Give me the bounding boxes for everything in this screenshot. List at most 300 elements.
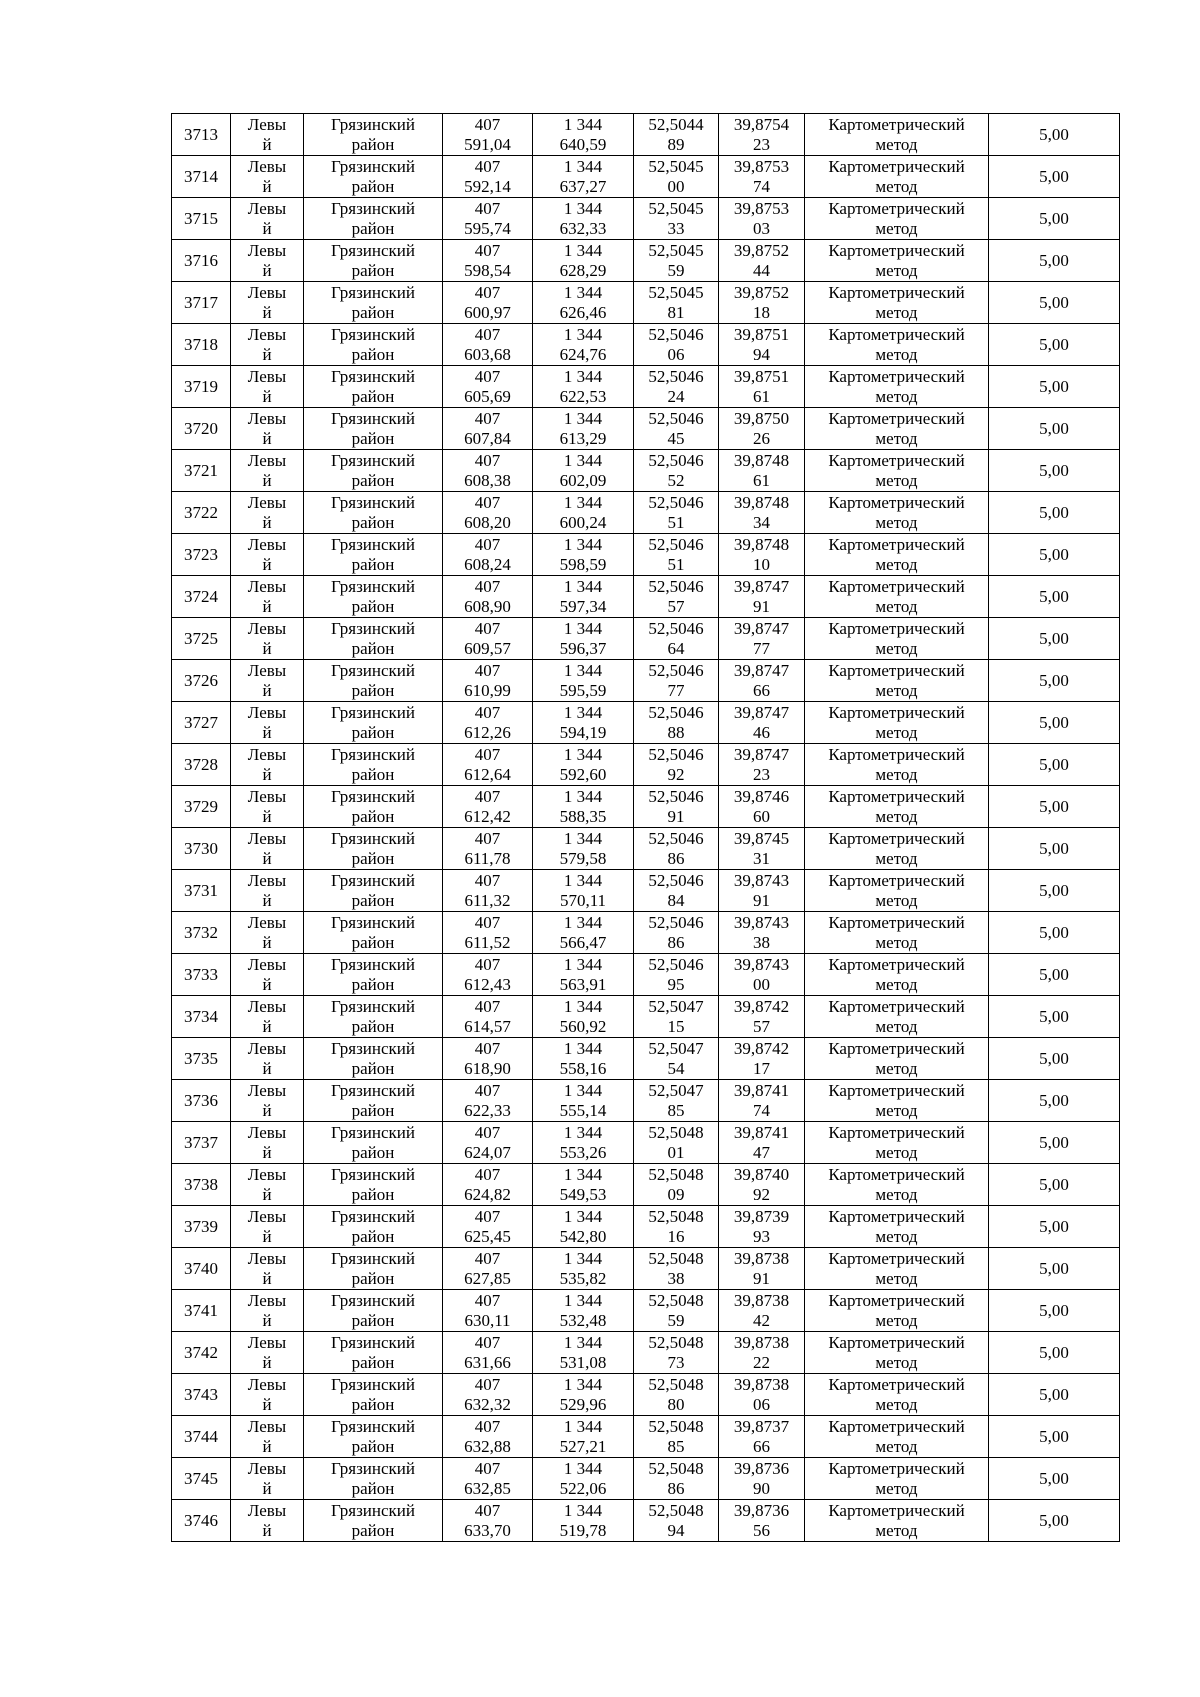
method-cell	[805, 1416, 989, 1458]
district-cell	[304, 492, 443, 534]
side-line: й	[262, 428, 272, 448]
side-cell	[231, 744, 304, 786]
table-body	[172, 114, 1120, 1542]
point-number-cell: 3713	[172, 114, 231, 156]
method-line: Картометрический	[828, 1248, 965, 1268]
longitude-cell	[719, 1332, 805, 1374]
y-coordinate-cell	[533, 156, 634, 198]
method-cell	[805, 240, 989, 282]
latitude-line: 52	[667, 470, 685, 490]
longitude-line: 77	[753, 638, 770, 658]
x-coordinate-line: 608,20	[464, 512, 511, 532]
y-coordinate-cell	[533, 492, 634, 534]
latitude-cell	[634, 1080, 719, 1122]
x-coordinate-cell	[443, 954, 533, 996]
accuracy-cell: 5,00	[989, 1080, 1120, 1122]
latitude-cell	[634, 1416, 719, 1458]
side-line: й	[262, 764, 272, 784]
district-line: Грязинский	[331, 618, 415, 638]
side-cell	[231, 1080, 304, 1122]
district-line: район	[351, 1436, 395, 1456]
point-number-cell: 3720	[172, 408, 231, 450]
method-line: метод	[875, 1268, 918, 1288]
y-coordinate-cell	[533, 1164, 634, 1206]
accuracy-cell: 5,00	[989, 1290, 1120, 1332]
district-line: район	[351, 596, 395, 616]
x-coordinate-line: 407	[474, 786, 501, 806]
side-line: Левы	[247, 1500, 287, 1520]
side-line: Левы	[247, 366, 287, 386]
y-coordinate-line: 522,06	[559, 1478, 607, 1498]
method-line: метод	[875, 1016, 918, 1036]
longitude-line: 74	[753, 1100, 770, 1120]
accuracy-cell: 5,00	[989, 996, 1120, 1038]
method-line: Картометрический	[828, 114, 965, 134]
method-line: Картометрический	[828, 660, 965, 680]
side-line: Левы	[247, 786, 287, 806]
latitude-line: 16	[667, 1226, 685, 1246]
side-cell	[231, 1122, 304, 1164]
side-cell	[231, 576, 304, 618]
side-line: Левы	[247, 702, 287, 722]
x-coordinate-cell	[443, 1122, 533, 1164]
district-line: район	[351, 428, 395, 448]
x-coordinate-line: 407	[474, 240, 501, 260]
latitude-line: 92	[667, 764, 685, 784]
method-cell	[805, 660, 989, 702]
latitude-line: 52,5044	[648, 114, 704, 134]
longitude-cell	[719, 996, 805, 1038]
district-cell	[304, 240, 443, 282]
method-line: Картометрический	[828, 1038, 965, 1058]
longitude-line: 91	[753, 890, 770, 910]
longitude-line: 92	[753, 1184, 770, 1204]
x-coordinate-cell	[443, 1332, 533, 1374]
longitude-line: 66	[753, 1436, 770, 1456]
x-coordinate-line: 618,90	[464, 1058, 511, 1078]
longitude-line: 22	[753, 1352, 770, 1372]
latitude-cell	[634, 366, 719, 408]
accuracy-cell: 5,00	[989, 1458, 1120, 1500]
point-number-cell: 3724	[172, 576, 231, 618]
method-line: Картометрический	[828, 366, 965, 386]
district-line: район	[351, 134, 395, 154]
district-cell	[304, 198, 443, 240]
longitude-line: 39,8739	[733, 1206, 790, 1226]
accuracy-cell: 5,00	[989, 744, 1120, 786]
longitude-line: 17	[753, 1058, 770, 1078]
longitude-line: 57	[753, 1016, 770, 1036]
district-line: район	[351, 176, 395, 196]
longitude-cell	[719, 786, 805, 828]
y-coordinate-line: 1 344	[563, 744, 603, 764]
method-line: метод	[875, 1184, 918, 1204]
longitude-cell	[719, 660, 805, 702]
method-line: Картометрический	[828, 450, 965, 470]
y-coordinate-line: 1 344	[563, 114, 603, 134]
side-line: Левы	[247, 954, 287, 974]
x-coordinate-cell	[443, 1206, 533, 1248]
x-coordinate-cell	[443, 198, 533, 240]
district-line: Грязинский	[331, 324, 415, 344]
longitude-line: 39,8747	[733, 660, 790, 680]
accuracy-cell: 5,00	[989, 240, 1120, 282]
y-coordinate-line: 542,80	[559, 1226, 607, 1246]
accuracy-cell: 5,00	[989, 1500, 1120, 1542]
district-line: Грязинский	[331, 702, 415, 722]
latitude-cell	[634, 114, 719, 156]
district-cell	[304, 912, 443, 954]
y-coordinate-line: 1 344	[563, 702, 603, 722]
method-line: Картометрический	[828, 870, 965, 890]
point-number-cell: 3718	[172, 324, 231, 366]
longitude-line: 03	[753, 218, 770, 238]
x-coordinate-line: 407	[474, 1038, 501, 1058]
method-line: Картометрический	[828, 1206, 965, 1226]
longitude-line: 39,8743	[733, 912, 790, 932]
latitude-line: 85	[667, 1100, 685, 1120]
x-coordinate-line: 407	[474, 534, 501, 554]
longitude-cell	[719, 1038, 805, 1080]
longitude-cell	[719, 1248, 805, 1290]
district-line: Грязинский	[331, 492, 415, 512]
side-line: й	[262, 512, 272, 532]
latitude-line: 64	[667, 638, 685, 658]
district-cell	[304, 660, 443, 702]
latitude-line: 52,5045	[648, 240, 704, 260]
longitude-line: 31	[753, 848, 770, 868]
accuracy-cell: 5,00	[989, 1122, 1120, 1164]
table-row	[172, 450, 1120, 492]
method-cell	[805, 1248, 989, 1290]
district-line: Грязинский	[331, 660, 415, 680]
district-line: район	[351, 1016, 395, 1036]
method-line: Картометрический	[828, 828, 965, 848]
district-line: район	[351, 344, 395, 364]
table-row	[172, 408, 1120, 450]
x-coordinate-line: 598,54	[464, 260, 511, 280]
side-line: й	[262, 1268, 272, 1288]
y-coordinate-line: 624,76	[559, 344, 607, 364]
x-coordinate-line: 407	[474, 954, 501, 974]
latitude-line: 77	[667, 680, 685, 700]
latitude-cell	[634, 618, 719, 660]
y-coordinate-cell	[533, 366, 634, 408]
method-line: Картометрический	[828, 1416, 965, 1436]
longitude-line: 18	[753, 302, 770, 322]
table-row	[172, 198, 1120, 240]
x-coordinate-cell	[443, 1500, 533, 1542]
point-number-cell: 3741	[172, 1290, 231, 1332]
district-line: Грязинский	[331, 1038, 415, 1058]
district-line: Грязинский	[331, 996, 415, 1016]
point-number-cell: 3735	[172, 1038, 231, 1080]
latitude-line: 84	[667, 890, 685, 910]
district-line: Грязинский	[331, 786, 415, 806]
side-cell	[231, 618, 304, 660]
method-line: метод	[875, 176, 918, 196]
district-cell	[304, 1122, 443, 1164]
method-line: метод	[875, 638, 918, 658]
latitude-cell	[634, 912, 719, 954]
latitude-line: 52,5046	[648, 450, 704, 470]
side-line: й	[262, 890, 272, 910]
x-coordinate-line: 407	[474, 1206, 501, 1226]
method-cell	[805, 492, 989, 534]
latitude-line: 52,5048	[648, 1248, 704, 1268]
district-cell	[304, 1248, 443, 1290]
longitude-line: 23	[753, 134, 770, 154]
method-cell	[805, 744, 989, 786]
side-line: Левы	[247, 1332, 287, 1352]
x-coordinate-line: 611,78	[464, 848, 511, 868]
y-coordinate-line: 1 344	[563, 576, 603, 596]
table-row	[172, 870, 1120, 912]
longitude-line: 26	[753, 428, 770, 448]
method-cell	[805, 1290, 989, 1332]
latitude-line: 86	[667, 932, 685, 952]
x-coordinate-line: 407	[474, 1248, 501, 1268]
district-line: Грязинский	[331, 1416, 415, 1436]
latitude-line: 52,5046	[648, 702, 704, 722]
point-number-cell: 3721	[172, 450, 231, 492]
method-line: метод	[875, 1352, 918, 1372]
x-coordinate-line: 607,84	[464, 428, 511, 448]
method-line: Картометрический	[828, 912, 965, 932]
side-line: й	[262, 554, 272, 574]
y-coordinate-cell	[533, 744, 634, 786]
table-row	[172, 534, 1120, 576]
y-coordinate-line: 1 344	[563, 1500, 603, 1520]
district-line: район	[351, 932, 395, 952]
latitude-line: 52,5046	[648, 408, 704, 428]
method-line: метод	[875, 134, 918, 154]
longitude-line: 38	[753, 932, 770, 952]
district-line: район	[351, 302, 395, 322]
x-coordinate-cell	[443, 450, 533, 492]
district-cell	[304, 1416, 443, 1458]
y-coordinate-line: 532,48	[559, 1310, 607, 1330]
x-coordinate-line: 407	[474, 618, 501, 638]
point-number-cell: 3727	[172, 702, 231, 744]
method-line: метод	[875, 848, 918, 868]
method-line: метод	[875, 386, 918, 406]
point-number-cell: 3734	[172, 996, 231, 1038]
latitude-line: 52,5048	[648, 1500, 704, 1520]
method-line: метод	[875, 470, 918, 490]
district-line: Грязинский	[331, 1206, 415, 1226]
y-coordinate-line: 1 344	[563, 870, 603, 890]
latitude-line: 52,5048	[648, 1164, 704, 1184]
method-line: Картометрический	[828, 324, 965, 344]
y-coordinate-line: 602,09	[559, 470, 607, 490]
method-line: Картометрический	[828, 1122, 965, 1142]
district-line: Грязинский	[331, 744, 415, 764]
side-cell	[231, 702, 304, 744]
side-line: Левы	[247, 1122, 287, 1142]
y-coordinate-line: 588,35	[559, 806, 607, 826]
longitude-cell	[719, 576, 805, 618]
district-cell	[304, 408, 443, 450]
x-coordinate-cell	[443, 744, 533, 786]
longitude-line: 39,8736	[733, 1500, 790, 1520]
x-coordinate-line: 609,57	[464, 638, 511, 658]
accuracy-cell: 5,00	[989, 618, 1120, 660]
point-number-cell: 3714	[172, 156, 231, 198]
longitude-cell	[719, 1080, 805, 1122]
side-cell	[231, 324, 304, 366]
side-cell	[231, 156, 304, 198]
latitude-line: 45	[667, 428, 685, 448]
side-cell	[231, 450, 304, 492]
x-coordinate-cell	[443, 912, 533, 954]
district-line: Грязинский	[331, 828, 415, 848]
y-coordinate-line: 592,60	[559, 764, 607, 784]
accuracy-cell: 5,00	[989, 702, 1120, 744]
point-number-cell: 3717	[172, 282, 231, 324]
latitude-line: 80	[667, 1394, 685, 1414]
latitude-line: 52,5048	[648, 1332, 704, 1352]
method-cell	[805, 1080, 989, 1122]
latitude-line: 86	[667, 1478, 685, 1498]
latitude-line: 95	[667, 974, 685, 994]
x-coordinate-cell	[443, 660, 533, 702]
accuracy-cell: 5,00	[989, 1374, 1120, 1416]
side-cell	[231, 1290, 304, 1332]
latitude-line: 52,5045	[648, 156, 704, 176]
side-cell	[231, 786, 304, 828]
latitude-line: 52,5047	[648, 1080, 704, 1100]
method-line: метод	[875, 1100, 918, 1120]
y-coordinate-line: 579,58	[559, 848, 607, 868]
y-coordinate-cell	[533, 1290, 634, 1332]
longitude-cell	[719, 1458, 805, 1500]
district-line: Грязинский	[331, 954, 415, 974]
district-line: район	[351, 512, 395, 532]
y-coordinate-line: 535,82	[559, 1268, 607, 1288]
point-number-cell: 3742	[172, 1332, 231, 1374]
y-coordinate-line: 613,29	[559, 428, 607, 448]
side-line: Левы	[247, 744, 287, 764]
side-cell	[231, 198, 304, 240]
district-line: район	[351, 848, 395, 868]
latitude-line: 52,5048	[648, 1206, 704, 1226]
accuracy-cell: 5,00	[989, 576, 1120, 618]
point-number-cell: 3722	[172, 492, 231, 534]
district-line: Грязинский	[331, 198, 415, 218]
y-coordinate-line: 1 344	[563, 1038, 603, 1058]
district-line: район	[351, 470, 395, 490]
latitude-line: 94	[667, 1520, 685, 1540]
y-coordinate-line: 1 344	[563, 1164, 603, 1184]
district-line: район	[351, 1478, 395, 1498]
longitude-line: 46	[753, 722, 770, 742]
table-row	[172, 282, 1120, 324]
method-cell	[805, 1206, 989, 1248]
y-coordinate-line: 1 344	[563, 1332, 603, 1352]
y-coordinate-line: 628,29	[559, 260, 607, 280]
accuracy-cell: 5,00	[989, 786, 1120, 828]
method-line: Картометрический	[828, 618, 965, 638]
latitude-line: 52,5046	[648, 366, 704, 386]
point-number-cell: 3715	[172, 198, 231, 240]
district-cell	[304, 702, 443, 744]
side-cell	[231, 492, 304, 534]
longitude-cell	[719, 1122, 805, 1164]
side-cell	[231, 1164, 304, 1206]
longitude-line: 39,8736	[733, 1458, 790, 1478]
x-coordinate-line: 627,85	[464, 1268, 511, 1288]
point-number-cell: 3730	[172, 828, 231, 870]
side-line: Левы	[247, 870, 287, 890]
method-line: метод	[875, 932, 918, 952]
latitude-cell	[634, 450, 719, 492]
point-number-cell: 3740	[172, 1248, 231, 1290]
x-coordinate-line: 633,70	[464, 1520, 511, 1540]
table-row	[172, 324, 1120, 366]
table-row	[172, 1038, 1120, 1080]
side-line: Левы	[247, 828, 287, 848]
point-number-cell: 3729	[172, 786, 231, 828]
x-coordinate-line: 605,69	[464, 386, 511, 406]
y-coordinate-cell	[533, 912, 634, 954]
longitude-line: 39,8751	[733, 366, 790, 386]
x-coordinate-line: 407	[474, 870, 501, 890]
x-coordinate-line: 592,14	[464, 176, 511, 196]
table-row	[172, 1416, 1120, 1458]
latitude-line: 33	[667, 218, 685, 238]
side-line: й	[262, 1100, 272, 1120]
longitude-line: 61	[753, 386, 770, 406]
side-cell	[231, 912, 304, 954]
x-coordinate-line: 407	[474, 1122, 501, 1142]
latitude-line: 52,5048	[648, 1416, 704, 1436]
longitude-cell	[719, 1374, 805, 1416]
latitude-cell	[634, 660, 719, 702]
latitude-cell	[634, 156, 719, 198]
table-row	[172, 912, 1120, 954]
district-cell	[304, 1458, 443, 1500]
point-number-cell: 3732	[172, 912, 231, 954]
method-line: Картометрический	[828, 1080, 965, 1100]
side-line: Левы	[247, 156, 287, 176]
x-coordinate-line: 631,66	[464, 1352, 511, 1372]
latitude-line: 52,5046	[648, 492, 704, 512]
x-coordinate-line: 407	[474, 576, 501, 596]
longitude-cell	[719, 912, 805, 954]
method-line: Картометрический	[828, 702, 965, 722]
district-line: Грязинский	[331, 1290, 415, 1310]
y-coordinate-line: 598,59	[559, 554, 607, 574]
district-cell	[304, 954, 443, 996]
y-coordinate-cell	[533, 1500, 634, 1542]
x-coordinate-cell	[443, 282, 533, 324]
y-coordinate-cell	[533, 1374, 634, 1416]
side-cell	[231, 870, 304, 912]
longitude-line: 39,8738	[733, 1290, 790, 1310]
latitude-line: 59	[667, 1310, 685, 1330]
x-coordinate-line: 630,11	[464, 1310, 511, 1330]
latitude-line: 52,5046	[648, 786, 704, 806]
table-row	[172, 618, 1120, 660]
method-cell	[805, 828, 989, 870]
district-cell	[304, 1038, 443, 1080]
longitude-line: 39,8753	[733, 156, 790, 176]
x-coordinate-line: 407	[474, 1374, 501, 1394]
x-coordinate-line: 407	[474, 912, 501, 932]
method-line: Картометрический	[828, 1458, 965, 1478]
latitude-cell	[634, 1290, 719, 1332]
